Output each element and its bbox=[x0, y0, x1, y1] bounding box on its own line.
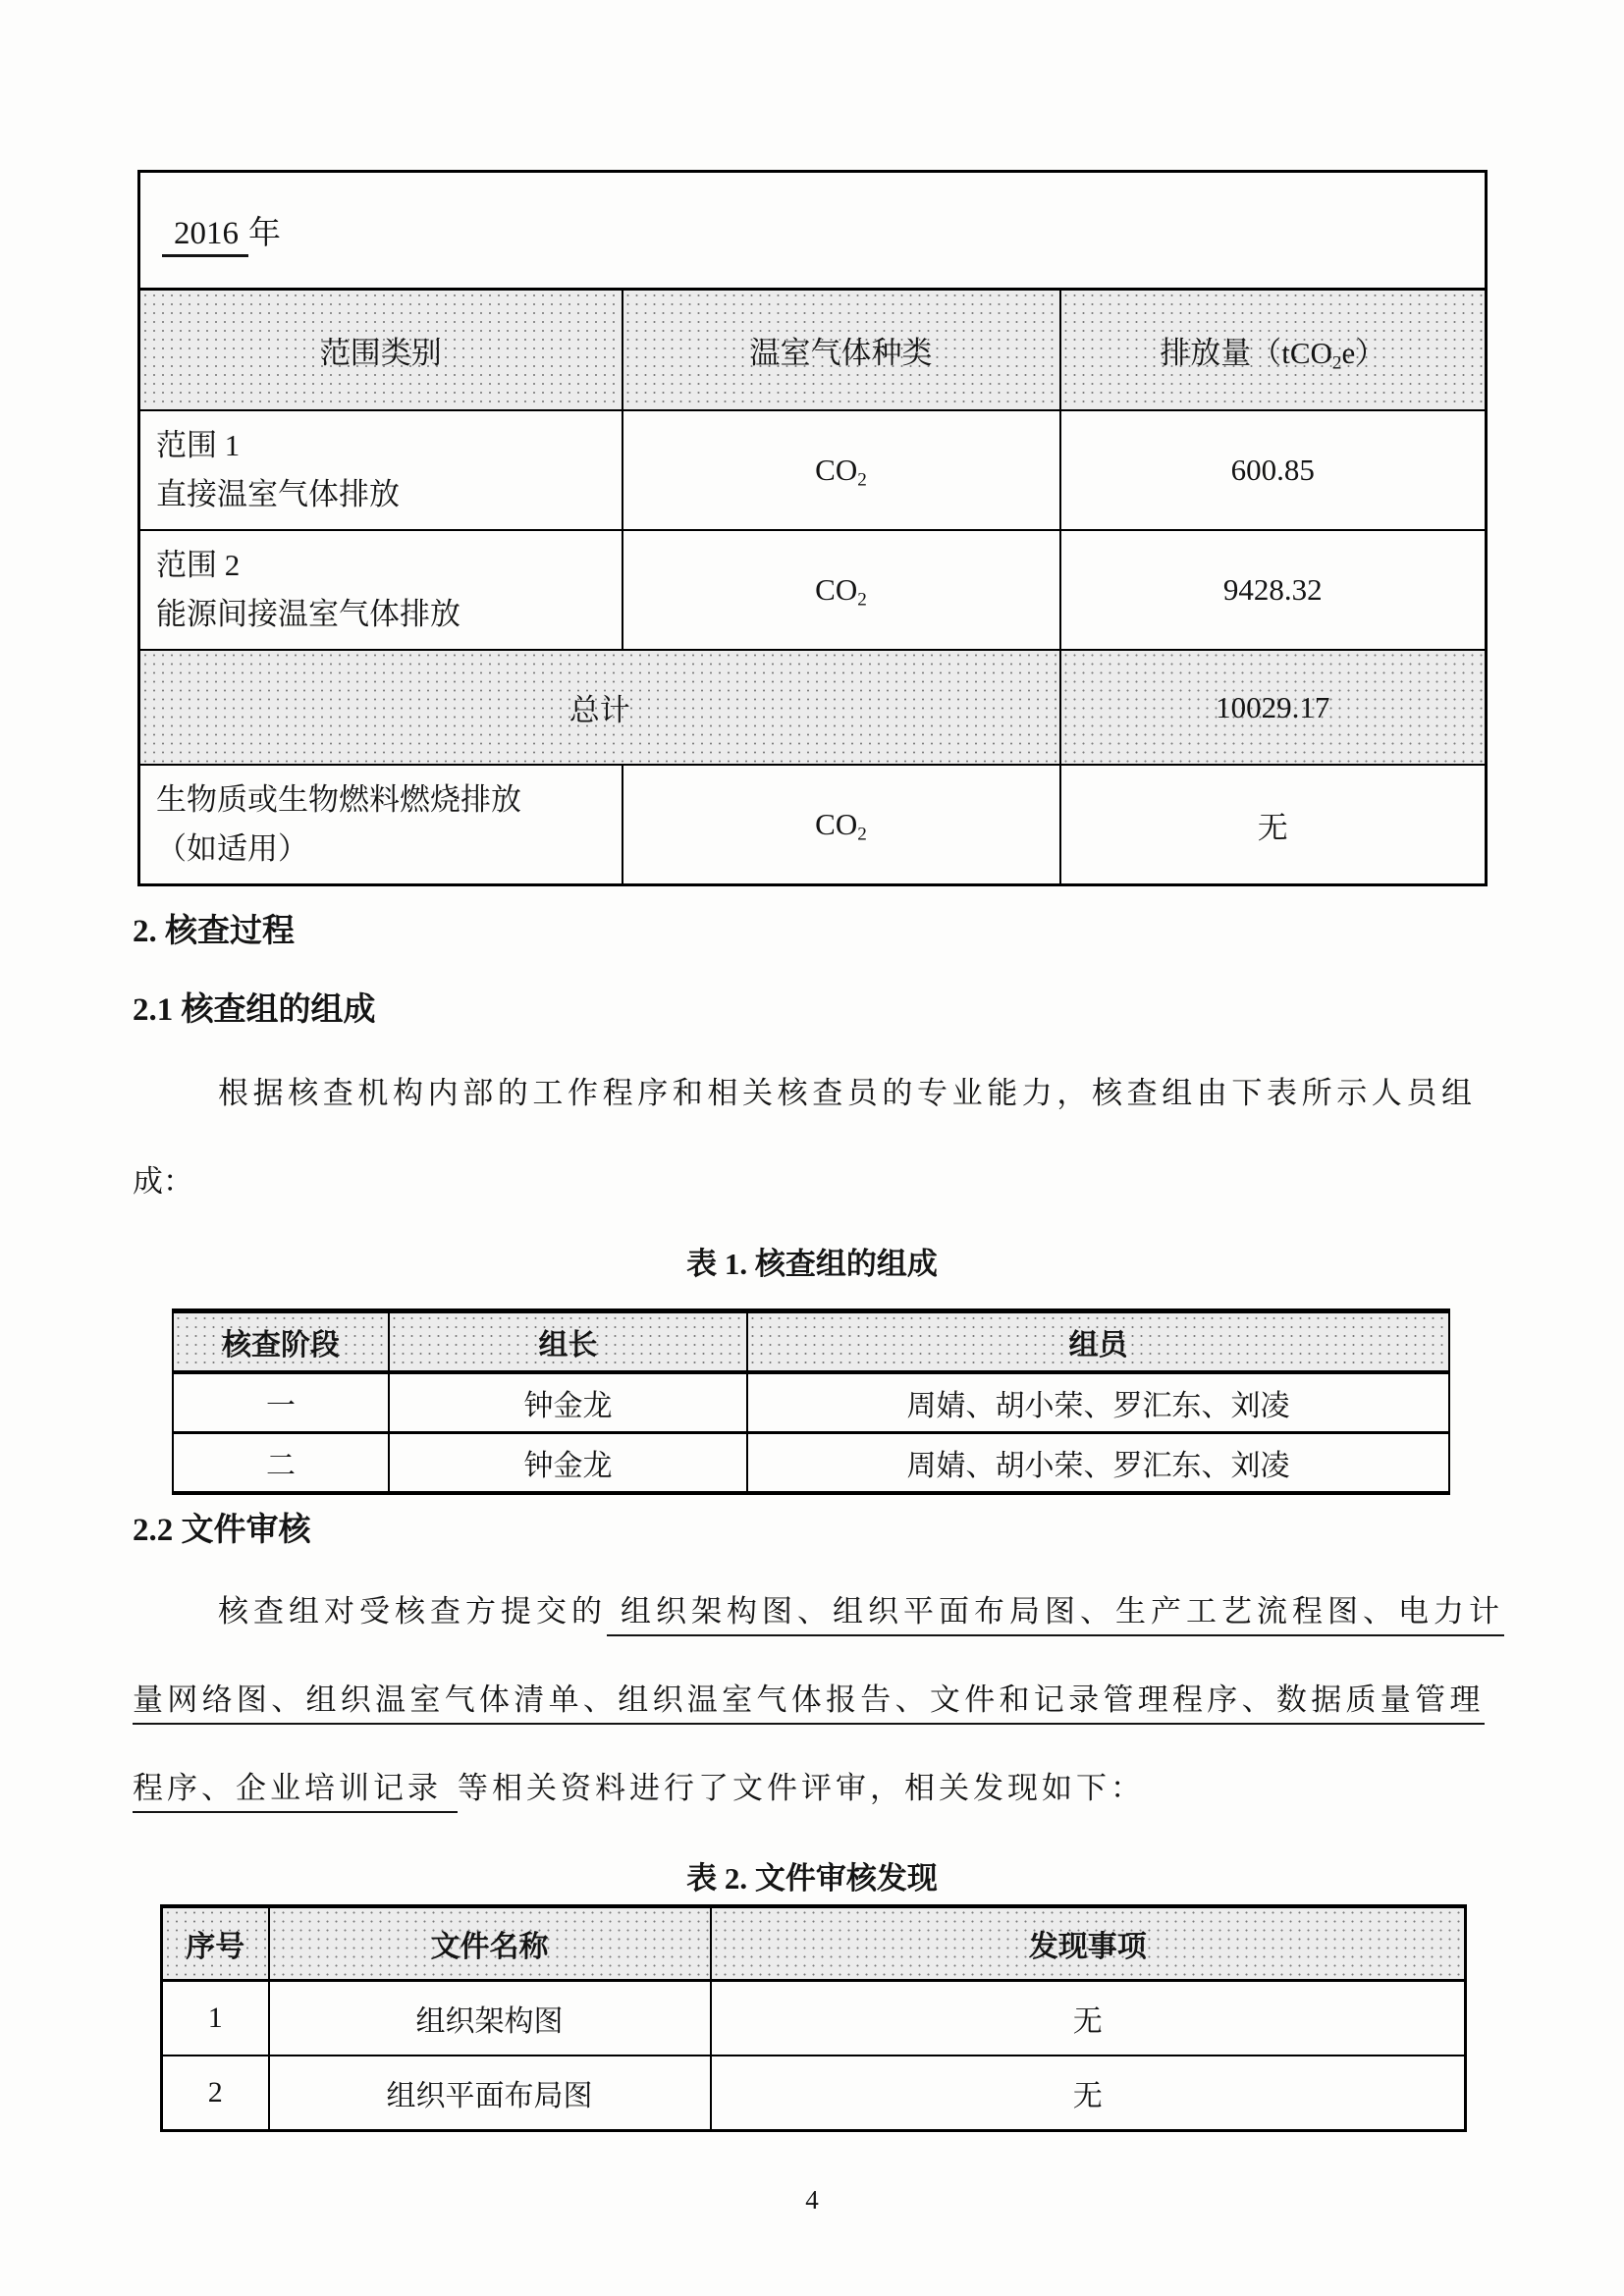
section-2-2-heading: 2.2 文件审核 bbox=[133, 1513, 311, 1548]
team-table-row bbox=[173, 1433, 1449, 1494]
year-unit: 年 bbox=[248, 216, 281, 251]
section-2-2-paragraph-line3: 程序、企业培训记录 等相关资料进行了文件评审，相关发现如下： bbox=[133, 1763, 1145, 1807]
underlined-document-list: 程序、企业培训记录 bbox=[133, 1771, 458, 1813]
scope1-row bbox=[139, 410, 1487, 530]
document-review-table bbox=[160, 1904, 1467, 2132]
section-2-heading: 2. 核查过程 bbox=[133, 914, 295, 949]
stage-column-header: 核查阶段 bbox=[173, 1311, 389, 1373]
biomass-row bbox=[139, 765, 1487, 885]
doc-table-header-row bbox=[162, 1906, 1466, 1981]
ghg-emission-table bbox=[137, 170, 1488, 886]
no-column-header: 序号 bbox=[162, 1906, 269, 1981]
section-2-2-paragraph-line1: 核查组对受核查方提交的 组织架构图、组织平面布局图、生产工艺流程图、电力计 bbox=[218, 1586, 1504, 1630]
page-number: 4 bbox=[805, 2185, 819, 2215]
finding-column-header: 发现事项 bbox=[711, 1906, 1466, 1981]
table1-title: 表 1. 核查组的组成 bbox=[686, 1247, 938, 1281]
finding-cell: 无 bbox=[711, 2056, 1466, 2131]
stage-cell: 二 bbox=[173, 1433, 389, 1494]
total-amount-cell: 10029.17 bbox=[1060, 650, 1487, 765]
members-cell: 周婧、胡小荣、罗汇东、刘凌 bbox=[747, 1372, 1449, 1433]
scope1-label-cell: 范围 1 直接温室气体排放 bbox=[139, 410, 623, 530]
leader-cell: 钟金龙 bbox=[389, 1433, 747, 1494]
total-row bbox=[139, 650, 1487, 765]
scope2-label-cell: 范围 2 能源间接温室气体排放 bbox=[139, 530, 623, 650]
leader-column-header: 组长 bbox=[389, 1311, 747, 1373]
doc-name-cell: 组织平面布局图 bbox=[269, 2056, 711, 2131]
ghg-table-header-row bbox=[139, 290, 1487, 411]
underlined-document-list: 量网络图、组织温室气体清单、组织温室气体报告、文件和记录管理程序、数据质量管理 bbox=[133, 1682, 1485, 1725]
doc-table-row bbox=[162, 2056, 1466, 2131]
scope-column-header: 范围类别 bbox=[139, 290, 623, 411]
biomass-label-cell: 生物质或生物燃料燃烧排放 （如适用） bbox=[139, 765, 623, 885]
leader-cell: 钟金龙 bbox=[389, 1372, 747, 1433]
year-cell bbox=[139, 172, 1487, 290]
scope1-gas-cell: $CO_2$ bbox=[623, 410, 1060, 530]
members-cell: 周婧、胡小荣、罗汇东、刘凌 bbox=[747, 1433, 1449, 1494]
members-column-header: 组员 bbox=[747, 1311, 1449, 1373]
section-2-1-heading: 2.1 核查组的组成 bbox=[133, 992, 376, 1028]
biomass-gas-cell: $CO_2$ bbox=[623, 765, 1060, 885]
finding-cell: 无 bbox=[711, 1981, 1466, 2056]
doc-table-row bbox=[162, 1981, 1466, 2056]
year-row bbox=[139, 172, 1487, 290]
gas-column-header: 温室气体种类 bbox=[623, 290, 1060, 411]
doc-name-column-header: 文件名称 bbox=[269, 1906, 711, 1981]
no-cell: 2 bbox=[162, 2056, 269, 2131]
scope2-row bbox=[139, 530, 1487, 650]
underlined-document-list: 组织架构图、组织平面布局图、生产工艺流程图、电力计 bbox=[607, 1594, 1504, 1636]
table2-title: 表 2. 文件审核发现 bbox=[686, 1861, 938, 1896]
scope2-gas-cell: $CO_2$ bbox=[623, 530, 1060, 650]
section-2-1-paragraph-line1: 根据核查机构内部的工作程序和相关核查员的专业能力，核查组由下表所示人员组 bbox=[218, 1076, 1477, 1110]
doc-name-cell: 组织架构图 bbox=[269, 1981, 711, 2056]
section-2-1-paragraph-line2: 成： bbox=[133, 1164, 193, 1199]
biomass-amount-cell: 无 bbox=[1060, 765, 1487, 885]
team-table-header-row bbox=[173, 1311, 1449, 1373]
year-value: 2016 bbox=[162, 216, 248, 257]
scope1-amount-cell: 600.85 bbox=[1060, 410, 1487, 530]
section-2-2-paragraph-line2 bbox=[133, 1675, 1485, 1719]
total-label-cell: 总计 bbox=[139, 650, 1060, 765]
no-cell: 1 bbox=[162, 1981, 269, 2056]
scope2-amount-cell: 9428.32 bbox=[1060, 530, 1487, 650]
verification-team-table bbox=[172, 1308, 1450, 1495]
amount-column-header: 排放量（tCO$_2$e） bbox=[1060, 290, 1487, 411]
stage-cell: 一 bbox=[173, 1372, 389, 1433]
team-table-row bbox=[173, 1372, 1449, 1433]
